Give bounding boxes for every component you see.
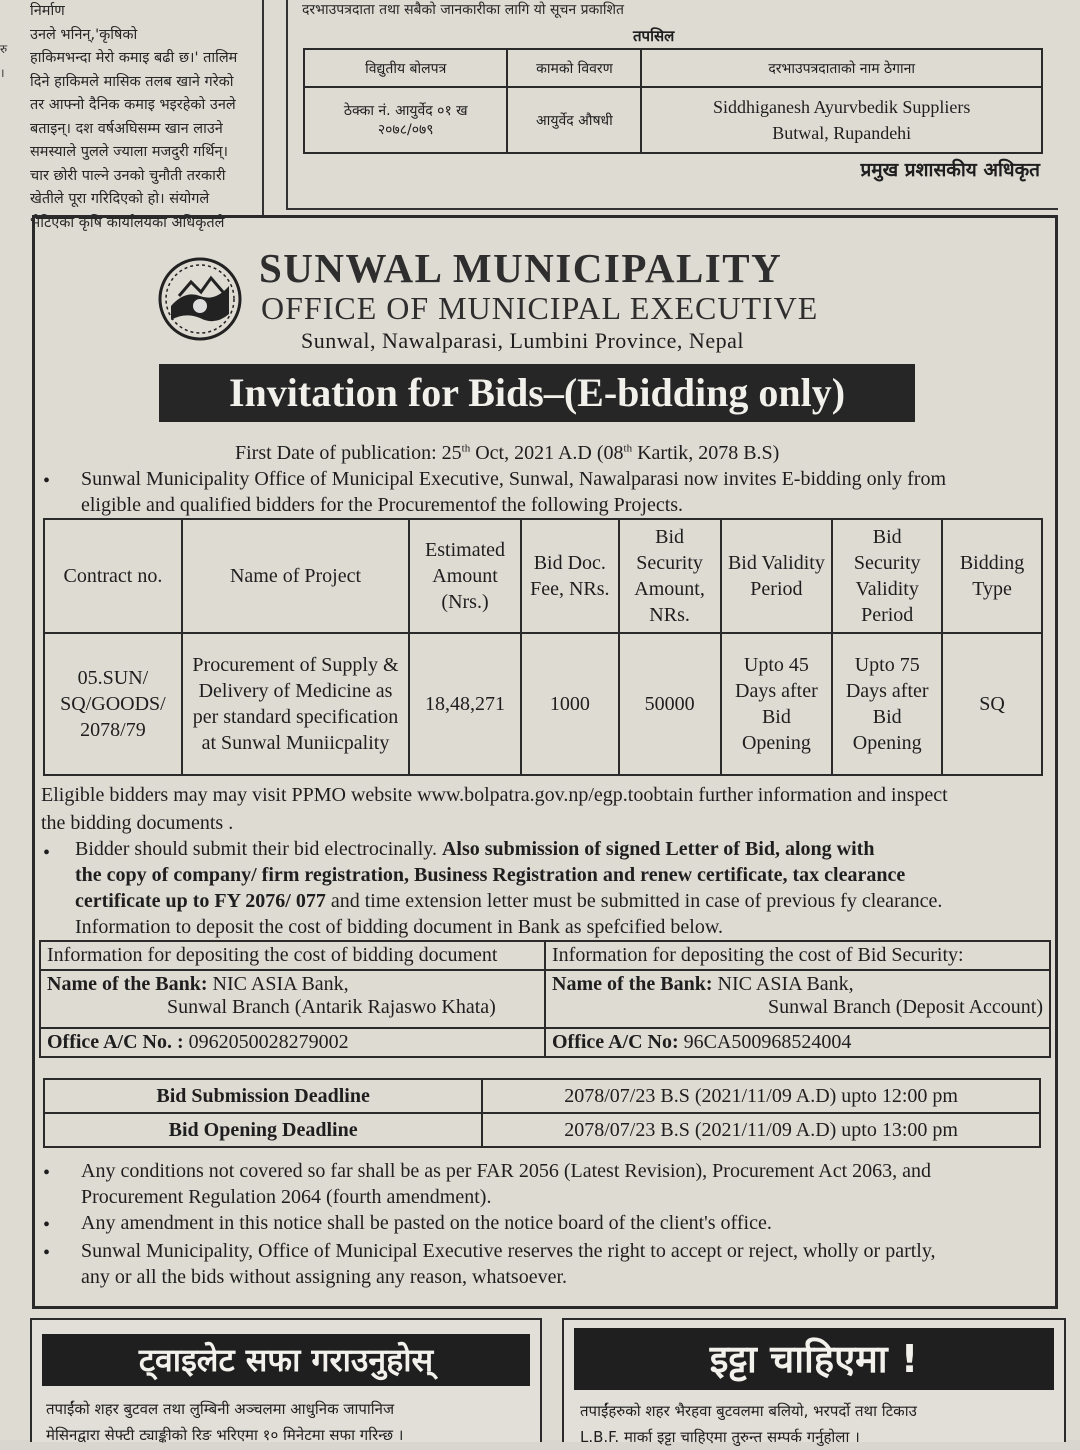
column-line: हाकिमभन्दा मेरो कमाइ बढी छ।' तालिम — [30, 50, 238, 66]
table-header: दरभाउपत्रदाताको नाम ठेगाना — [641, 49, 1042, 87]
security-cost-title: Information for depositing the cost of Bid Security: — [545, 941, 1050, 970]
bullet-icon: • — [43, 1242, 51, 1264]
column-line: उनले भनिन्,'कृषिको — [30, 26, 138, 43]
table-header: Bid Validity Period — [721, 519, 833, 633]
margin-mark: रु — [0, 42, 8, 56]
doc-cost-title: Information for depositing the cost of bidding document — [40, 941, 545, 970]
nepal-emblem-icon — [157, 256, 243, 342]
doc-fee-cell: 1000 — [521, 633, 619, 775]
doc-account-cell: Office A/C No. : 0962050028279002 — [40, 1028, 545, 1057]
column-line: तर आफ्नो दैनिक कमाइ भइरहेको उनले — [30, 97, 236, 113]
signatory-title: प्रमुख प्रशासकीय अधिकृत — [860, 159, 1040, 181]
project-cell: Procurement of Supply & Delivery of Medicine as per standard specification at Sunwal Muniicpality — [182, 633, 409, 775]
opening-deadline-label: Bid Opening Deadline — [44, 1113, 482, 1147]
closing-line: Sunwal Municipality, Office of Municipal Executive reserves the right to accept or reject, wholly or partly, — [81, 1240, 936, 1262]
column-line: भेटिएका कृषि कार्यालयका अधिकृतले — [30, 214, 225, 231]
top-notice-table — [303, 48, 1043, 154]
bank-info-table — [39, 940, 1051, 1058]
closing-line: Procurement Regulation 2064 (fourth amendment). — [81, 1186, 492, 1208]
bullet-icon: • — [43, 1162, 51, 1184]
estimated-amount-cell: 18,48,271 — [409, 633, 521, 775]
sunwal-bid-notice — [32, 215, 1058, 1309]
table-row — [304, 87, 1042, 153]
table-header: Bid Security Amount, NRs. — [619, 519, 721, 633]
notice-banner: Invitation for Bids–(E-bidding only) — [159, 364, 915, 422]
table-header: विद्युतीय बोलपत्र — [304, 49, 507, 87]
column-line: बताइन्। दश वर्षअघिसम्म खान लाउने — [30, 120, 223, 137]
bullet-icon: • — [43, 470, 51, 492]
contract-no-cell: 05.SUN/ SQ/GOODS/ 2078/79 — [44, 633, 182, 775]
margin-mark: । — [0, 66, 5, 80]
security-bank-cell: Name of the Bank: NIC ASIA Bank, Sunwal Branch (Deposit Account) — [545, 970, 1050, 1028]
closing-line: Any conditions not covered so far shall be as per FAR 2056 (Latest Revision), Procurement Act 2063, and — [81, 1160, 932, 1182]
supplier-cell: Siddhiganesh Ayurvbedik Suppliers Butwal, Rupandehi — [641, 87, 1042, 153]
intro-line: eligible and qualified bidders for the Procurementof the following Projects. — [81, 494, 684, 516]
table-header: Contract no. — [44, 519, 182, 633]
submission-line: Bidder should submit their bid electrocinally. Also submission of signed Letter of Bid, along with — [75, 838, 875, 860]
office-address: Sunwal, Nawalparasi, Lumbini Province, Nepal — [301, 328, 744, 353]
table-row — [44, 633, 1042, 775]
ad-title: ट्वाइलेट सफा गराउनुहोस् — [42, 1334, 530, 1386]
toilet-cleaning-ad — [30, 1318, 542, 1442]
column-line: दिने हाकिमले मासिक तलब खाने गरेको — [30, 73, 234, 90]
security-amount-cell: 50000 — [619, 633, 721, 775]
ad-body: तपाईंहरुको शहर भैरहवा बुटवलमा बलियो, भरपर्दो तथा टिकाउ L.B.F. मार्का इट्टा चाहिएमा तुरुन्त सम्पर्क गर्नुहोला । — [580, 1402, 917, 1446]
ad-title: इट्टा चाहिएमा ! — [574, 1328, 1054, 1390]
office-name: OFFICE OF MUNICIPAL EXECUTIVE — [261, 290, 819, 326]
submission-line: the copy of company/ firm registration, Business Registration and renew certificate, tax clearance — [75, 864, 906, 886]
table-header: Estimated Amount (Nrs.) — [409, 519, 521, 633]
column-line: चार छोरी पाल्ने उनको चुनौती तरकारी — [30, 167, 226, 184]
table-header: Bid Doc. Fee, NRs. — [521, 519, 619, 633]
column-line: समस्याले पुलले ज्याला मजदुरी गर्थिन्। — [30, 144, 229, 160]
left-news-column — [0, 0, 264, 231]
closing-line: any or all the bids without assigning any reason, whatsoever. — [81, 1266, 568, 1288]
column-line: खेतीले पूरा गरिदिएको हो। संयोगले — [30, 191, 210, 207]
top-notice-intro: दरभाउपत्रदाता तथा सबैको जानकारीका लागि यो सूचन प्रकाशित — [302, 2, 625, 18]
doc-bank-cell: Name of the Bank: NIC ASIA Bank, Sunwal Branch (Antarik Rajaswo Khata) — [40, 970, 545, 1028]
security-account-cell: Office A/C No: 96CA500968524004 — [545, 1028, 1050, 1057]
column-line: निर्माण — [30, 3, 65, 19]
margin-marks — [0, 40, 22, 88]
validity-cell: Upto 45 Days after Bid Opening — [721, 633, 833, 775]
security-validity-cell: Upto 75 Days after Bid Opening — [832, 633, 942, 775]
bullet-icon: • — [43, 1214, 51, 1236]
table-header: कामको विवरण — [507, 49, 641, 87]
bullet-icon: • — [43, 842, 51, 864]
ad-body: तपाईंको शहर बुटवल तथा लुम्बिनी अञ्चलमा आधुनिक जापानिज मेसिनद्वारा सेफ्टी ट्याङ्कीको रिङ भरिएमा १० मिनेटमा सफा गरिन्छ । — [46, 1400, 404, 1444]
submission-deadline-value: 2078/07/23 B.S (2021/11/09 A.D) upto 12:00 pm — [482, 1079, 1040, 1113]
top-tender-notice — [286, 0, 1058, 210]
opening-deadline-value: 2078/07/23 B.S (2021/11/09 A.D) upto 13:00 pm — [482, 1113, 1040, 1147]
table-header: Bidding Type — [942, 519, 1042, 633]
eligible-line: Eligible bidders may may visit PPMO website www.bolpatra.gov.np/egp.toobtain further information and inspect — [41, 784, 948, 806]
submission-line: certificate up to FY 2076/ 077 and time extension letter must be submitted in case of previous fy clearance. — [75, 890, 943, 912]
deadline-table — [43, 1078, 1041, 1148]
intro-line: Sunwal Municipality Office of Municipal Executive, Sunwal, Nawalparasi now invites E-bidding only from — [81, 468, 947, 490]
submission-deadline-label: Bid Submission Deadline — [44, 1079, 482, 1113]
municipality-name: SUNWAL MUNICIPALITY — [259, 245, 783, 291]
table-header: Name of Project — [182, 519, 409, 633]
submission-line: Information to deposit the cost of bidding document in Bank as spefcified below. — [75, 916, 724, 938]
eligible-line: the bidding documents . — [41, 812, 234, 834]
bidding-type-cell: SQ — [942, 633, 1042, 775]
closing-line: Any amendment in this notice shall be pasted on the notice board of the client's office. — [81, 1212, 772, 1234]
top-notice-title: तपसिल — [633, 27, 675, 45]
table-header: Bid Security Validity Period — [832, 519, 942, 633]
bid-table — [43, 518, 1043, 776]
brick-ad — [562, 1318, 1066, 1446]
contract-cell: ठेक्का नं. आयुर्वेद ०१ ख २०७८/०७९ — [304, 87, 507, 153]
publication-date: First Date of publication: 25th Oct, 2021 A.D (08th Kartik, 2078 B.S) — [235, 442, 780, 464]
work-cell: आयुर्वेद औषधी — [507, 87, 641, 153]
